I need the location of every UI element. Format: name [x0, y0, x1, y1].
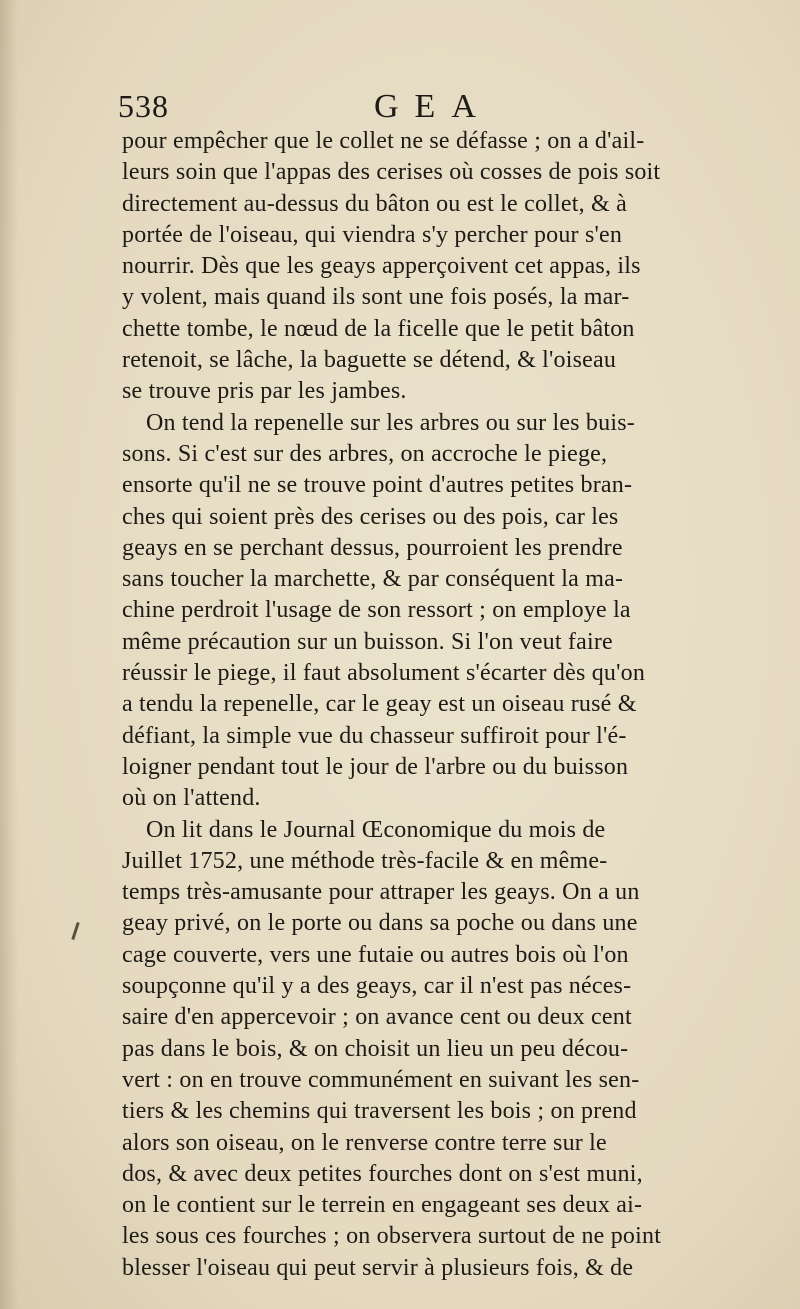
paragraph-start-line: On tend la repenelle sur les arbres ou sur les buis- — [146, 409, 635, 436]
text-line: leurs soin que l'appas des cerises où cosses de pois soit — [122, 159, 661, 186]
text-line: geay privé, on le porte ou dans sa poche ou dans une — [122, 910, 638, 937]
text-line: pour empêcher que le collet ne se défasse ; on a d'ail- — [122, 128, 645, 154]
text-line: pas dans le bois, & on choisit un lieu un peu décou- — [122, 1035, 629, 1062]
text-line: cage couverte, vers une futaie ou autres bois où l'on — [122, 941, 629, 968]
text-line: dos, & avec deux petites fourches dont on s'est muni, — [122, 1160, 643, 1187]
text-line: temps très-amusante pour attraper les geays. On a un — [122, 879, 640, 906]
text-line: directement au-dessus du bâton ou est le collet, & à — [122, 190, 627, 217]
margin-pencil-mark — [71, 922, 79, 940]
text-line: saire d'en appercevoir ; on avance cent ou deux cent — [122, 1004, 632, 1031]
text-line: se trouve pris par les jambes. — [122, 378, 407, 405]
text-line: tiers & les chemins qui traversent les bois ; on prend — [122, 1098, 637, 1125]
text-line: loigner pendant tout le jour de l'arbre ou du buisson — [122, 753, 629, 780]
text-line: même précaution sur un buisson. Si l'on veut faire — [122, 628, 613, 655]
text-line: portée de l'oiseau, qui viendra s'y percher pour s'en — [122, 221, 623, 248]
text-line: vert : on en trouve communément en suivant les sen- — [122, 1066, 640, 1093]
binding-shadow — [0, 0, 18, 1309]
running-head: GEA — [374, 88, 492, 125]
text-line: blesser l'oiseau qui peut servir à plusieurs fois, & de — [122, 1254, 634, 1281]
text-line: nourrir. Dès que les geays apperçoivent cet appas, ils — [122, 253, 641, 280]
text-line: où on l'attend. — [122, 785, 261, 812]
text-line: ches qui soient près des cerises ou des pois, car les — [122, 503, 619, 530]
text-line: chette tombe, le nœud de la ficelle que le petit bâton — [122, 315, 635, 342]
text-line: chine perdroit l'usage de son ressort ; on employe la — [122, 597, 631, 624]
page-header — [112, 88, 752, 128]
text-line: ensorte qu'il ne se trouve point d'autres petites bran- — [122, 472, 633, 499]
text-line: Juillet 1752, une méthode très-facile & en même- — [122, 847, 608, 874]
page-number: 538 — [118, 88, 169, 124]
text-line: soupçonne qu'il y a des geays, car il n'est pas néces- — [122, 973, 632, 1000]
text-line: a tendu la repenelle, car le geay est un oiseau rusé & — [122, 691, 637, 718]
text-line: alors son oiseau, on le renverse contre terre sur le — [122, 1129, 607, 1156]
text-line: réussir le piege, il faut absolument s'écarter dès qu'on — [122, 660, 646, 687]
text-line: retenoit, se lâche, la baguette se détend, & l'oiseau — [122, 347, 617, 374]
text-line: sans toucher la marchette, & par conséquent la ma- — [122, 566, 624, 593]
text-line: geays en se perchant dessus, pourroient les prendre — [122, 534, 623, 561]
text-line: on le contient sur le terrein en engageant ses deux ai- — [122, 1192, 643, 1219]
text-line: y volent, mais quand ils sont une fois posés, la mar- — [122, 284, 630, 311]
body-text — [122, 126, 762, 1284]
text-line: défiant, la simple vue du chasseur suffiroit pour l'é- — [122, 722, 627, 749]
text-line: sons. Si c'est sur des arbres, on accroche le piege, — [122, 440, 608, 467]
text-line: les sous ces fourches ; on observera surtout de ne point — [122, 1223, 662, 1250]
paragraph-start-line: On lit dans le Journal Œconomique du mois de — [146, 816, 606, 843]
